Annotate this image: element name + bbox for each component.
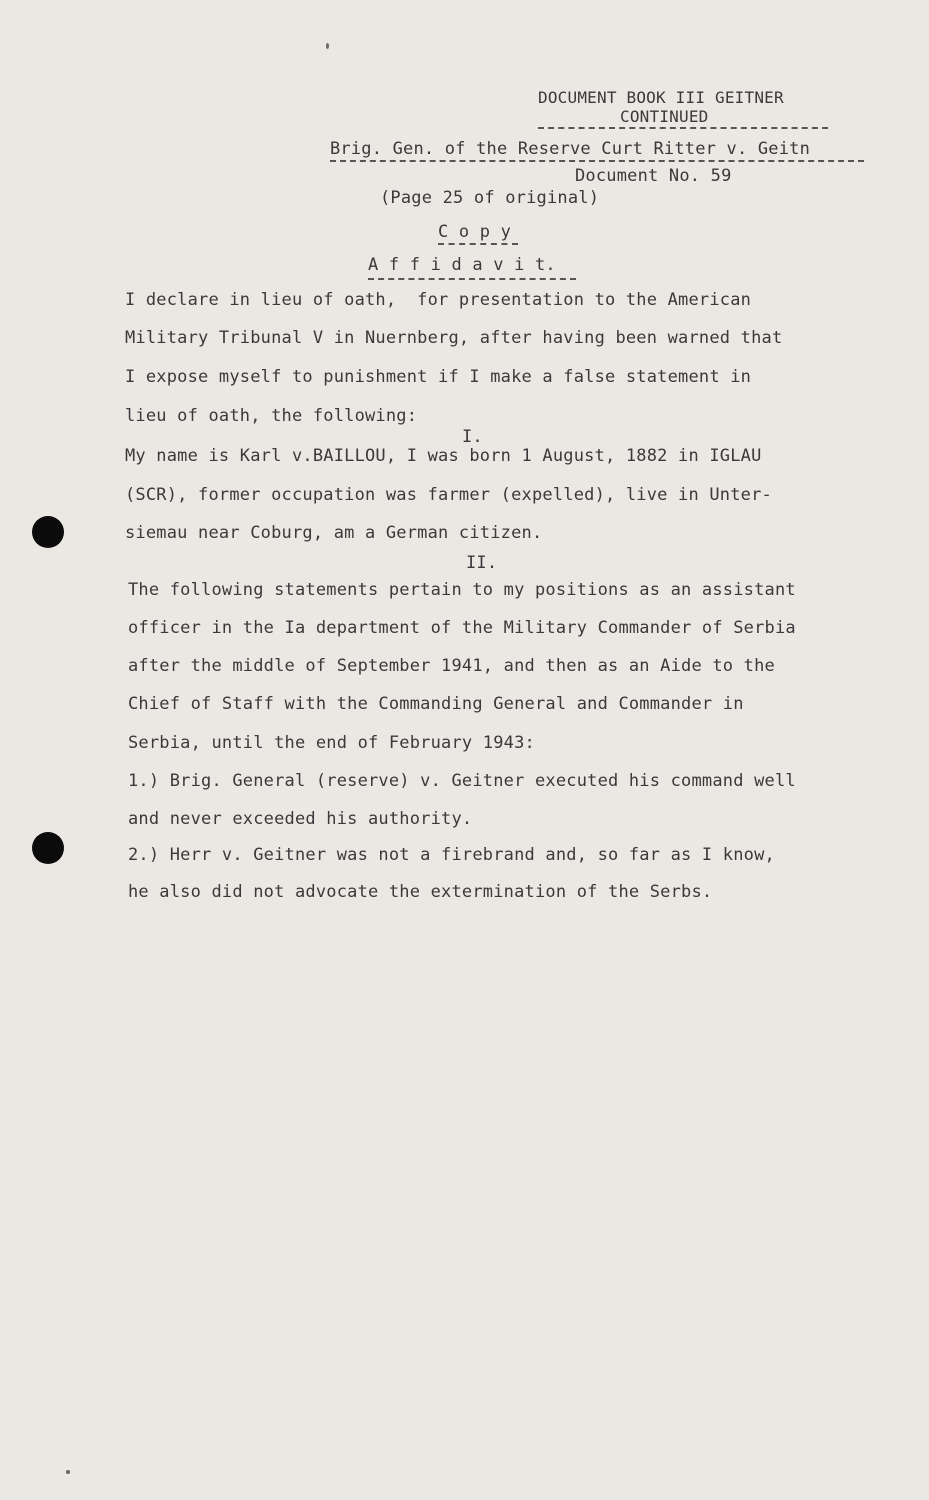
body-line: Serbia, until the end of February 1943: [128, 733, 535, 753]
body-line: after the middle of September 1941, and then as an Aide to the [128, 656, 775, 676]
continued-underline [538, 127, 828, 129]
punch-hole-bottom [32, 832, 64, 864]
body-line: 2.) Herr v. Geitner was not a firebrand and, so far as I know, [128, 845, 775, 865]
defendant-underline [330, 160, 864, 162]
section-numeral: II. [466, 553, 498, 573]
copy-underline [438, 243, 518, 245]
body-line: lieu of oath, the following: [125, 406, 418, 426]
body-line: (SCR), former occupation was farmer (expelled), live in Unter- [125, 485, 772, 505]
document-number: Document No. 59 [575, 166, 732, 186]
copy-label: C o p y [438, 222, 512, 242]
paper-speck [66, 1470, 70, 1474]
body-line: My name is Karl v.BAILLOU, I was born 1 August, 1882 in IGLAU [125, 446, 762, 466]
body-line: The following statements pertain to my positions as an assistant [128, 580, 796, 600]
document-book-heading: DOCUMENT BOOK III GEITNER [538, 88, 784, 107]
paper-speck [326, 43, 329, 49]
body-line: Chief of Staff with the Commanding General and Commander in [128, 694, 744, 714]
defendant-heading: Brig. Gen. of the Reserve Curt Ritter v. Geitn [330, 139, 811, 159]
body-line: 1.) Brig. General (reserve) v. Geitner executed his command well [128, 771, 796, 791]
body-line: Military Tribunal V in Nuernberg, after having been warned that [125, 328, 783, 348]
body-line: he also did not advocate the extermination of the Serbs. [128, 882, 713, 902]
section-numeral: I. [462, 427, 483, 447]
affidavit-underline [368, 278, 576, 280]
affidavit-title: A f f i d a v i t. [368, 255, 556, 275]
body-line: and never exceeded his authority. [128, 809, 473, 829]
body-line: I expose myself to punishment if I make a false statement in [125, 367, 752, 387]
body-line: officer in the Ia department of the Military Commander of Serbia [128, 618, 796, 638]
original-page-reference: (Page 25 of original) [380, 188, 600, 208]
continued-label: CONTINUED [620, 107, 709, 126]
body-line: I declare in lieu of oath, for presentation to the American [125, 290, 752, 310]
punch-hole-top [32, 516, 64, 548]
body-line: siemau near Coburg, am a German citizen. [125, 523, 543, 543]
